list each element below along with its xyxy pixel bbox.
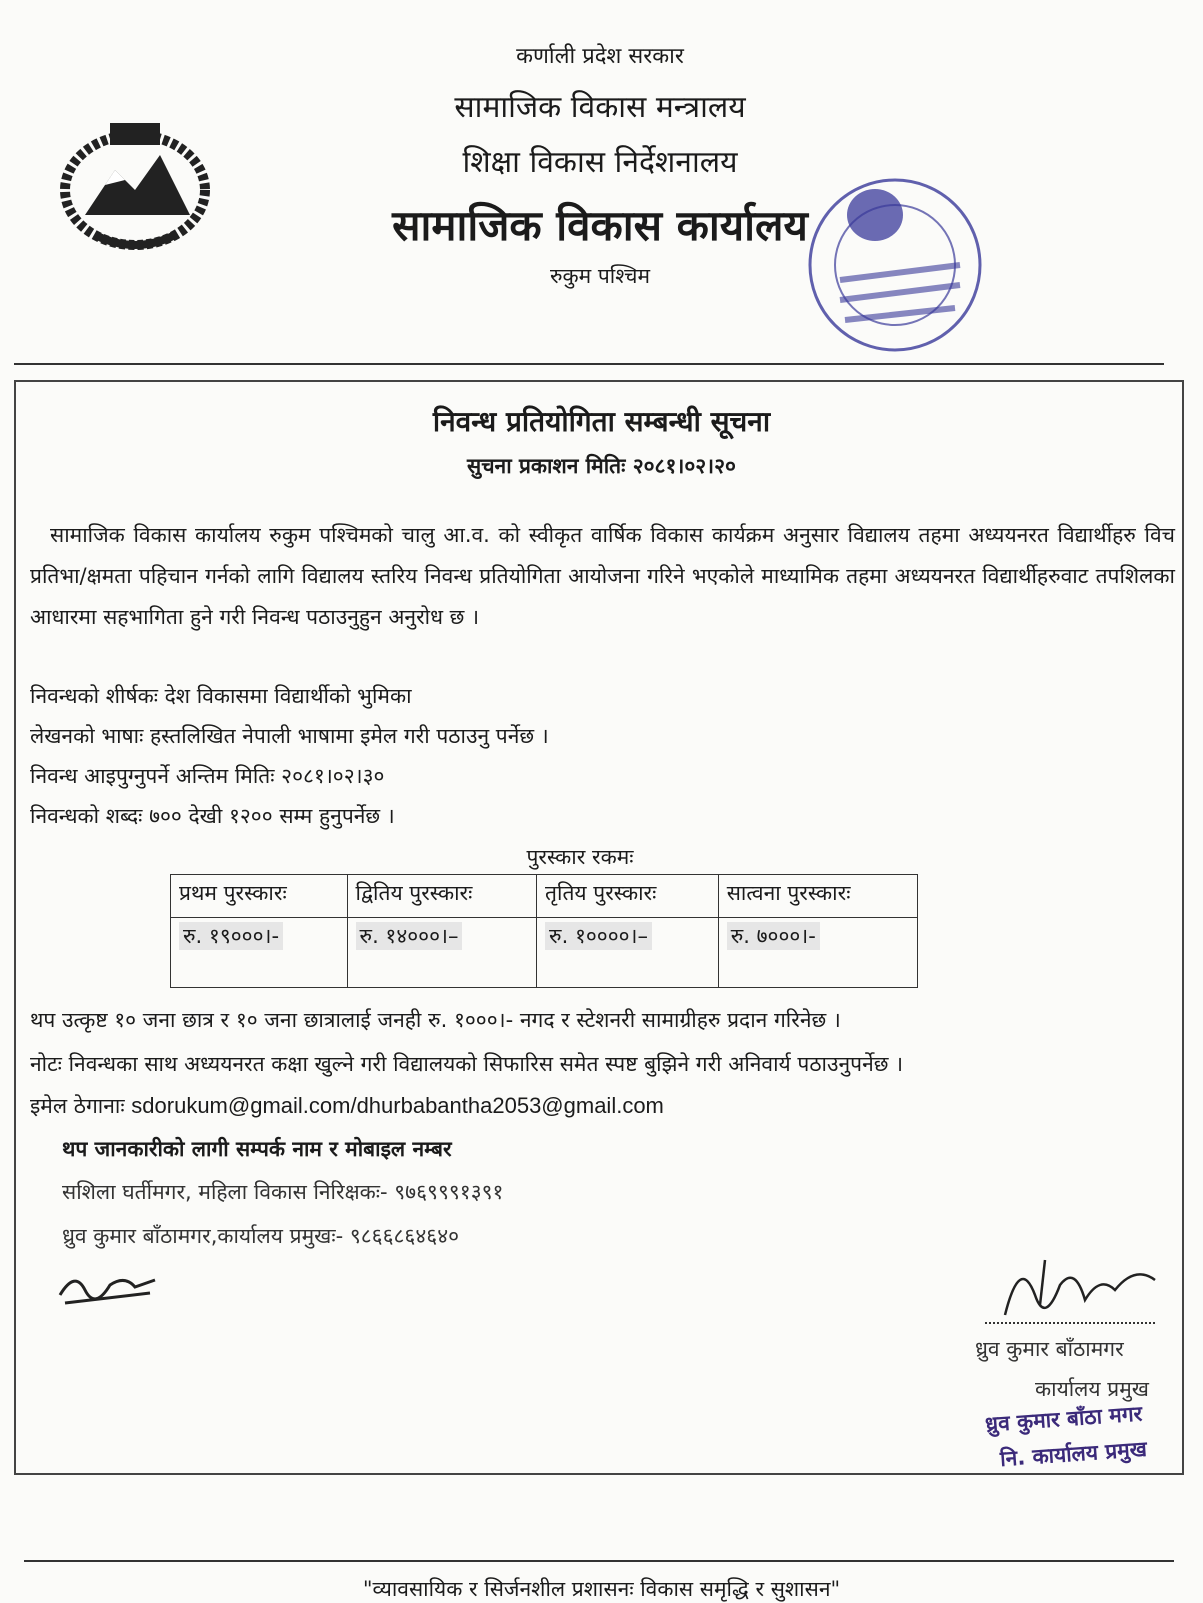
prize-value-third: रु. १००००।– [545,922,652,950]
government-name: कर्णाली प्रदेश सरकार [516,44,684,69]
submission-deadline: निवन्ध आइपुग्नुपर्ने अन्तिम मितिः २०८१।०२।३० [30,764,385,788]
prize-header-first: प्रथम पुरस्कारः [171,875,348,918]
ministry-name: सामाजिक विकास मन्त्रालय [454,90,746,125]
writing-language: लेखनको भाषाः हस्तलिखित नेपाली भाषामा इमेल गरी पठाउनु पर्नेछ । [30,724,549,748]
notice-paragraph: सामाजिक विकास कार्यालय रुकुम पश्चिमको चालु आ.व. को स्वीकृत वार्षिक विकास कार्यक्रम अनुसार विद्यालय तहमा अध्ययनरत विद्यार्थीहरु विच प्रतिभा/क्षमता पहिचान गर्नको लागि विद्यालय स्तरिय निवन्ध प्रतियोगिता आयोजना गरिने भएकोले माध्यामिक तहमा अध्ययनरत विद्यार्थीहरुवाट तपशिलका आधारमा सहभागिता हुने गरी निवन्ध पठाउनुहुन अनुरोध छ । [30,523,1175,629]
initials-signature-icon [55,1265,165,1310]
name-stamp: ध्रुव कुमार बाँठा मगर [984,1401,1143,1437]
signatory-name: ध्रुव कुमार बाँठामगर [975,1337,1124,1361]
prize-table [170,874,918,988]
word-limit: निवन्धको शब्दः ७०० देखी १२०० सम्म हुनुपर्नेछ । [30,804,395,828]
publication-date: सुचना प्रकाशन मितिः २०८१।०२।२० [467,454,736,478]
essay-topic: निवन्धको शीर्षकः देश विकासमा विद्यार्थीको भुमिका [30,684,412,708]
prize-header-third: तृतिय पुरस्कारः [537,875,719,918]
contact-person-1: सशिला घर्तीमगर, महिला विकास निरिक्षकः- ९७६९९९१३९१ [62,1180,504,1204]
nepal-emblem-icon [55,115,215,255]
footer-divider [24,1560,1174,1562]
footer-motto: "व्यावसायिक र सिर्जनशील प्रशासनः विकास समृद्धि र सुशासन" [362,1577,841,1601]
prize-value-consolation: रु. ७०००।- [727,922,820,950]
contact-person-2: ध्रुव कुमार बाँठामगर,कार्यालय प्रमुखः- ९८६६८६४६४० [62,1224,460,1248]
email-line [30,1092,664,1120]
directorate-name: शिक्षा विकास निर्देशनालय [462,145,738,180]
extra-prizes: थप उत्कृष्ट १० जना छात्र र १० जना छात्रालाई जनही रु. १०००।- नगद र स्टेशनरी सामाग्रीहरु प्रदान गरिनेछ । [30,1008,841,1032]
office-location: रुकुम पश्चिम [549,264,651,288]
prize-header-second: द्वितिय पुरस्कारः [347,875,537,918]
signatory-title: कार्यालय प्रमुख [1035,1377,1149,1401]
prize-value-first: रु. १९०००।- [179,922,283,950]
email-address[interactable]: sdorukum@gmail.com/dhurbabantha2053@gmail.com [131,1093,664,1118]
prize-header-consolation: सात्वना पुरस्कारः [718,875,917,918]
office-seal-icon [800,170,990,360]
office-name: सामाजिक विकास कार्यालय [392,201,808,250]
contact-heading: थप जानकारीको लागी सम्पर्क नाम र मोबाइल नम्बर [62,1137,452,1161]
signature-line [985,1322,1155,1324]
title-stamp: नि. कार्यालय प्रमुख [999,1436,1148,1472]
email-label: इमेल ठेगानाः [30,1094,125,1118]
prize-value-second: रु. १४०००।– [356,922,463,950]
prize-caption: पुरस्कार रकमः [526,845,634,869]
header-divider [14,363,1164,365]
notice-title: निवन्ध प्रतियोगिता सम्बन्धी सूचना [432,405,771,438]
note-text: नोटः निवन्धका साथ अध्ययनरत कक्षा खुल्ने गरी विद्यालयको सिफारिस समेत स्पष्ट बुझिने गरी अनिवार्य पठाउनुपर्नेछ । [30,1052,904,1076]
